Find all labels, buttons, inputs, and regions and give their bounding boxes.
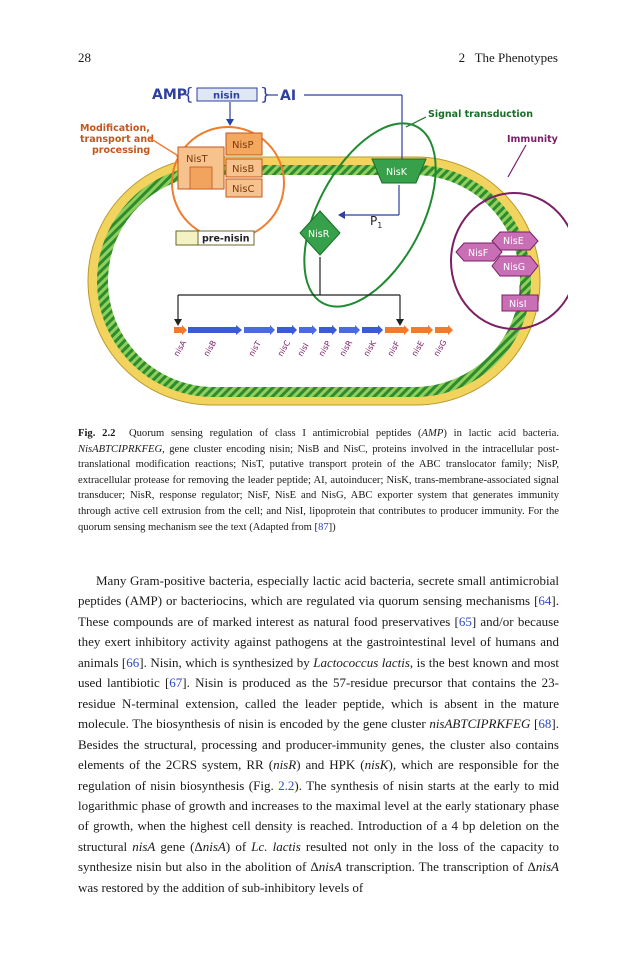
gene-label: nisB (201, 338, 219, 358)
page-number: 28 (78, 50, 91, 65)
body-paragraph: Many Gram-positive bacteria, especially lactic acid bacteria, secrete small antimicrobial peptides (AMP) or bacteriocins, which are regulated via quorum sensing mechanisms [64]. These compounds are of marked interest as natural food preservatives [65] and/or because they exert inhibitory activity against pathogens at the gastrointestinal level of humans and animals [66]. Nisin, which is synthesized by Lactococcus lactis, is the best known and most used lantibiotic [67]. Nisin is produced as the 57-residue precursor that contains the 23-residue N-terminal extension, called the leader peptide, which is absent in the mature molecule. The biosynthesis of nisin is encoded by the gene cluster nisABTCIPRKFEG [68]. Besides the structural, processing and producer-immunity genes, the cluster also contains elements of the 2CRS system, RR (nisR) and HPK (nisK), which are responsible for the regulation of nisin biosynthesis (Fig. 2.2). The synthesis of nisin starts at the early to mid logarithmic phase of growth and increases to the maximal level at the early stationary phase of growth, when the highest cell density is reached. Introduction of a 4 bp deletion on the structural nisA gene (ΔnisA) of Lc. lactis resulted not only in the loss of the capacity to synthesize nisin but also in the abolition of ΔnisA transcription. The transcription of ΔnisA was restored by the addition of sub-inhibitory levels of (78, 573, 560, 895)
svg-text:NisT: NisT (186, 154, 208, 165)
reference-link[interactable]: 87 (318, 521, 329, 533)
gene-label: nisA (171, 338, 189, 358)
svg-text:NisP: NisP (232, 140, 254, 151)
reference-link[interactable]: 66 (126, 654, 140, 670)
cytoplasm (108, 175, 520, 387)
modification-label: Modification, transport and processing (80, 123, 154, 156)
quorum-sensing-figure (70, 75, 568, 415)
figure-label: Fig. 2.2 (78, 428, 116, 439)
ai-label: AI (280, 88, 297, 104)
svg-text:NisF: NisF (468, 248, 489, 259)
reference-link[interactable]: 67 (169, 675, 183, 691)
gene-label: nisR (337, 338, 355, 358)
p1-label: $P_1$ (370, 214, 383, 230)
gene-label: nisE (409, 339, 426, 358)
figure-link[interactable]: 2.2 (278, 777, 295, 793)
figure-caption: Fig. 2.2 Quorum sensing regulation of class I antimicrobial peptides (AMP) in lactic acid bacteria. NisABTCIPRKFEG, gene cluster encoding nisin; NisB and NisC, proteins involved in the intracellular post-translational modification reactions; NisT, putative transport protein of the ABC translocator family; NisP, extracellular protease for removing the leader peptide; AI, autoinducer; NisK, trans-membrane-associated signal transducer; NisR, response regulator; NisF, NisE and NisG, ABC exporter system that generates immunity through active cell extrusion from the cell; and NisI, lipoprotein that contributes to producer immunity. For the quorum sensing mechanism see the text (Adapted from [87]) (78, 428, 559, 533)
gene-label: nisC (275, 338, 293, 358)
bracket-left: { (183, 85, 194, 105)
gene-label: nisP (316, 339, 333, 358)
svg-text:NisK: NisK (386, 167, 407, 178)
bracket-right: } (260, 85, 271, 105)
gene-label: nisT (246, 339, 263, 358)
immunity-label: Immunity (507, 134, 558, 145)
reference-link[interactable]: 68 (538, 716, 552, 732)
reference-link[interactable]: 64 (538, 593, 552, 609)
gene-label: nisG (431, 338, 449, 358)
svg-text:NisE: NisE (503, 236, 524, 247)
running-header: 2 The Phenotypes (458, 50, 558, 65)
nisin-label: nisin (213, 90, 241, 102)
svg-text:NisB: NisB (232, 164, 255, 175)
amp-label: AMP (152, 87, 188, 103)
signal-transduction-label: Signal transduction (428, 109, 533, 120)
svg-text:NisR: NisR (308, 229, 330, 240)
gene-label: nisI (295, 341, 311, 358)
svg-text:NisG: NisG (503, 262, 526, 273)
pre-nisin-label: pre-nisin (202, 233, 250, 245)
svg-text:NisC: NisC (232, 184, 255, 195)
svg-text:NisI: NisI (509, 299, 527, 310)
reference-link[interactable]: 65 (458, 613, 472, 629)
gene-label: nisF (385, 339, 402, 358)
gene-label: nisK (361, 339, 379, 358)
